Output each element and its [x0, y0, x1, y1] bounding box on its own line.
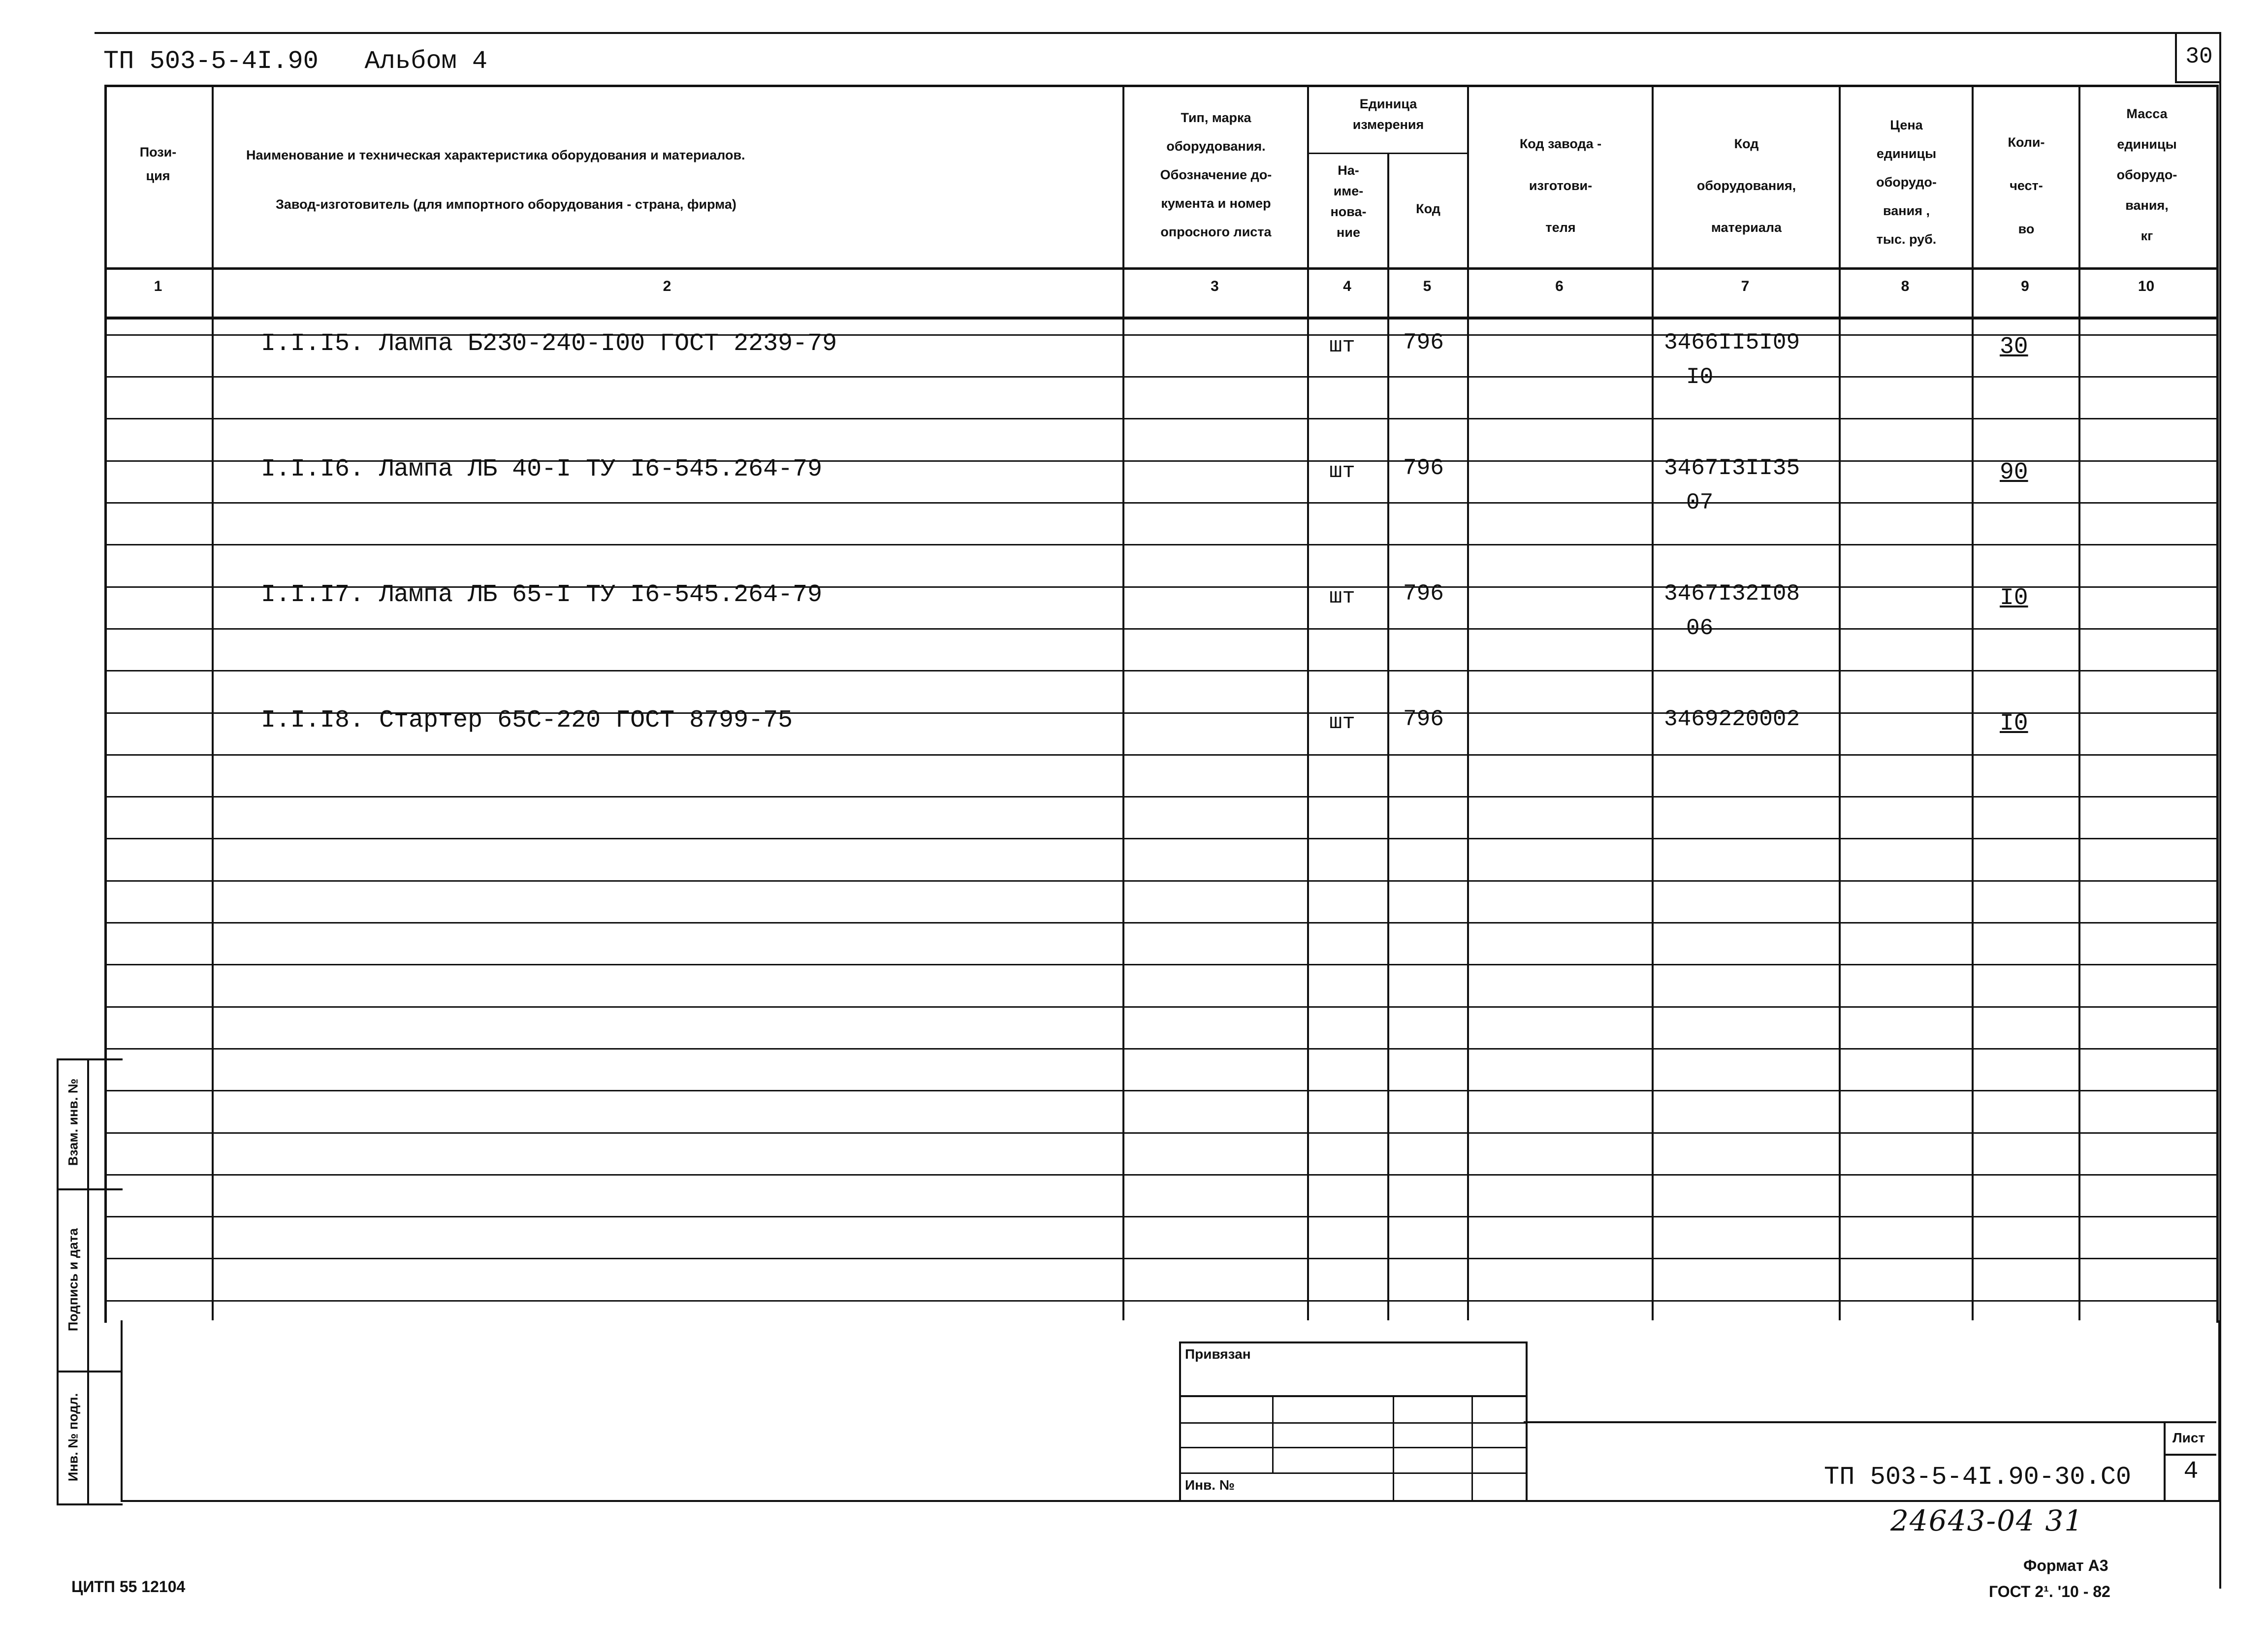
row-unit: шт — [1329, 334, 1355, 358]
col-num: 8 — [1901, 278, 1910, 294]
col-num: 2 — [663, 278, 671, 294]
row-qty: 30 — [2000, 334, 2028, 360]
row-line — [104, 880, 2216, 882]
row-line — [104, 628, 2216, 630]
col-num: 6 — [1555, 278, 1564, 294]
row-line — [104, 1258, 2216, 1259]
bound-label: Привязан — [1185, 1346, 1251, 1362]
row-name: I.I.I7. Лампа ЛБ 65-I ТУ I6-545.264-79 — [261, 581, 823, 609]
row-unit: шт — [1329, 710, 1355, 735]
designation-block — [1524, 1421, 2216, 1502]
side-label-orig-inv: Инв. № подл. — [65, 1393, 81, 1482]
col-num: 4 — [1343, 278, 1351, 294]
designation-code: ТП 503-5-4I.90-30.С0 — [1824, 1463, 2132, 1492]
row-line — [104, 796, 2216, 798]
col-divider — [1467, 85, 1469, 1320]
row-line — [104, 1006, 2216, 1008]
row-line — [104, 1090, 2216, 1091]
row-line — [104, 1132, 2216, 1134]
header-col10: Масса единицы оборудо- вания, кг — [2116, 106, 2177, 243]
col-divider — [1307, 85, 1309, 1320]
row-line — [104, 670, 2216, 671]
header-bottom-line — [104, 267, 2216, 270]
row-unit-code: 796 — [1403, 581, 1444, 607]
col-num: 1 — [154, 278, 162, 294]
header-col2: Наименование и техническая характеристика оборудования и материалов. Завод-изготовитель (для импортного оборудования - страна, фирма) — [246, 148, 745, 212]
header-col3: Тип, марка оборудования. Обозначение до- кумента и номер опросного листа — [1160, 110, 1272, 239]
col-num: 7 — [1741, 278, 1750, 294]
col-num: 9 — [2021, 278, 2029, 294]
inv-label: Инв. № — [1185, 1477, 1235, 1493]
handwritten-number: 24643-04 31 — [1890, 1504, 2084, 1537]
row-line — [104, 418, 2216, 419]
column-numbers-row — [104, 278, 2216, 308]
header-col7: Код оборудования, материала — [1696, 136, 1796, 235]
row-line — [104, 1174, 2216, 1176]
bound-block — [1179, 1341, 1528, 1502]
spec-table-frame — [104, 85, 2219, 1323]
row-line — [104, 1216, 2216, 1217]
row-name: I.I.I6. Лампа ЛБ 40-I ТУ I6-545.264-79 — [261, 455, 823, 483]
row-code-line1: 3467I3II35 — [1664, 455, 1800, 481]
row-line — [104, 544, 2216, 545]
col-divider — [1972, 85, 1974, 1320]
header-col4: На- име- нова- ние — [1330, 163, 1367, 240]
album-label: Альбом 4 — [364, 47, 488, 76]
row-code-line2: 06 — [1686, 615, 1714, 641]
row-unit-code: 796 — [1403, 330, 1444, 355]
header-col6: Код завода - изготови- теля — [1519, 136, 1602, 235]
row-name: I.I.I8. Стартер 65С-220 ГОСТ 8799-75 — [261, 706, 793, 734]
header-unit: Единица измерения — [1352, 96, 1424, 132]
sheet-label: Лист — [2172, 1430, 2205, 1445]
row-name: I.I.I5. Лампа Б230-240-I00 ГОСТ 2239-79 — [261, 330, 837, 358]
doc-ref-code: ТП 503-5-4I.90 — [103, 47, 319, 76]
footer-gost: ГОСТ 2¹. '10 - 82 — [1989, 1583, 2110, 1600]
row-line — [104, 376, 2216, 378]
page-number-box — [2175, 32, 2221, 83]
row-unit-code: 796 — [1403, 455, 1444, 481]
side-label-replace-inv: Взам. инв. № — [65, 1078, 81, 1166]
header-col9: Коли- чест- во — [2008, 135, 2045, 236]
row-line — [104, 1048, 2216, 1050]
side-label-signature: Подпись и дата — [65, 1228, 81, 1332]
row-line — [104, 838, 2216, 839]
unit-subheader-line — [1307, 153, 1468, 154]
row-line — [104, 502, 2216, 504]
footer-format: Формат А3 — [2023, 1557, 2108, 1574]
row-line — [104, 754, 2216, 756]
header-col8: Цена единицы оборудо- вания , тыс. руб. — [1876, 118, 1937, 247]
header-col1: Пози- ция — [139, 145, 177, 183]
row-code-line1: 3467I32I08 — [1664, 581, 1800, 607]
col-divider — [1122, 85, 1124, 1320]
row-code-line1: 3469220002 — [1664, 706, 1800, 732]
page-number: 30 — [2185, 44, 2213, 69]
row-code-line2: 07 — [1686, 490, 1714, 515]
row-qty: I0 — [2000, 710, 2028, 737]
col-num: 5 — [1423, 278, 1432, 294]
row-line — [104, 922, 2216, 924]
col-num: 10 — [2138, 278, 2155, 294]
footer-left: ЦИТП 55 12104 — [71, 1578, 186, 1596]
row-code-line1: 3466II5I09 — [1664, 330, 1800, 355]
side-stamp — [57, 1058, 123, 1505]
col-divider — [1387, 153, 1389, 1320]
row-code-line2: I0 — [1686, 364, 1714, 390]
doc-ref — [103, 47, 487, 76]
col-divider — [1652, 85, 1654, 1320]
row-qty: I0 — [2000, 585, 2028, 611]
row-line — [104, 1300, 2216, 1302]
col-divider — [2078, 85, 2080, 1320]
row-unit-code: 796 — [1403, 706, 1444, 732]
col-divider — [1839, 85, 1841, 1320]
col-num: 3 — [1211, 278, 1219, 294]
numbers-bottom-line — [104, 317, 2216, 319]
row-line — [104, 964, 2216, 965]
header-col5: Код — [1416, 201, 1440, 216]
row-unit: шт — [1329, 459, 1355, 484]
col-divider — [212, 85, 214, 1320]
row-unit: шт — [1329, 585, 1355, 609]
sheet-number: 4 — [2183, 1458, 2199, 1486]
row-qty: 90 — [2000, 459, 2028, 486]
